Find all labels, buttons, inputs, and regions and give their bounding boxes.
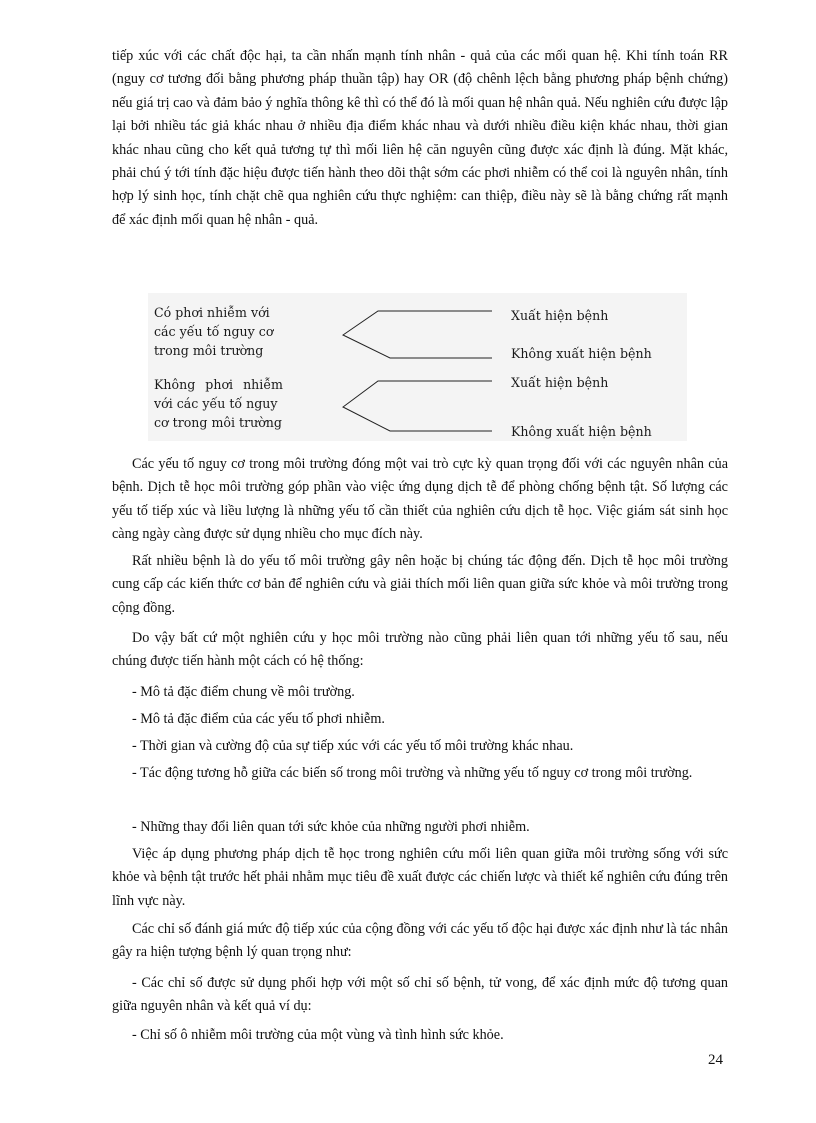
paragraph-application: Việc áp dụng phương pháp dịch tễ học trong nghiên cứu mối liên quan giữa môi trường sống với sức khỏe và bệnh tật trước hết phải nhằm mục tiêu đề xuất được các chiến lược và thiết kế nghiên cứu đúng trên lĩnh vực này. (112, 846, 728, 909)
exposure-outcome-diagram (148, 293, 687, 441)
branch-unexposed (343, 381, 492, 431)
outcome-disease-unexposed: Xuất hiện bệnh (511, 375, 609, 390)
exposed-label-line-2: các yếu tố nguy cơ (154, 324, 274, 339)
bullet-interaction: - Tác động tương hỗ giữa các biến số trong môi trường và những yếu tố nguy cơ trong môi trường. (132, 765, 693, 781)
unexposed-label-line-2: với các yếu tố nguy (154, 396, 278, 411)
bullet-general-environment: - Mô tả đặc điểm chung về môi trường. (132, 684, 355, 700)
outcome-no-disease-exposed: Không xuất hiện bệnh (511, 346, 652, 361)
paragraph-research-factors: Do vậy bất cứ một nghiên cứu y học môi trường nào cũng phải liên quan tới những yếu tố sau, nếu chúng được tiến hành một cách có hệ thống: (112, 630, 728, 670)
bullet-time-intensity: - Thời gian và cường độ của sự tiếp xúc với các yếu tố môi trường khác nhau. (132, 738, 574, 754)
paragraph-environmental-epidemiology: Rất nhiều bệnh là do yếu tố môi trường gây nên hoặc bị chúng tác động đến. Dịch tễ học môi trường cung cấp các kiến thức cơ bản để nghiên cứu và giải thích mối liên quan giữa sức khỏe và môi trường trong cộng đồng. (112, 553, 728, 616)
bullet-pollution-index: - Chỉ số ô nhiễm môi trường của một vùng và tình hình sức khỏe. (132, 1027, 504, 1043)
branch-exposed (343, 311, 492, 358)
page-number: 24 (708, 1052, 723, 1068)
bullet-health-changes: - Những thay đổi liên quan tới sức khỏe của những người phơi nhiễm. (132, 819, 530, 835)
outcome-disease-exposed: Xuất hiện bệnh (511, 308, 609, 323)
intro-paragraph: tiếp xúc với các chất độc hại, ta cần nhấn mạnh tính nhân - quả của các mối quan hệ. Khi tính toán RR (nguy cơ tương đối bằng phương pháp thuần tập) hay OR (độ chênh lệch bằng phương pháp bệnh chứng) nếu giá trị cao và đảm bảo ý nghĩa thông kê thì có thể đó là mối quan hệ nhân quả. Nếu nghiên cứu được lập lại bởi nhiều tác giả khác nhau ở nhiều địa điểm khác nhau và dưới nhiều điều kiện khác nhau, thời gian khác nhau cũng cho kết quả tương tự thì mối liên hệ căn nguyên cũng được xác định là đúng. Mặt khác, phải chú ý tới tính đặc hiệu được tiến hành theo dõi thật sớm các phơi nhiễm có thể coi là nguyên nhân, tính hợp lý sinh học, tính chặt chẽ qua nghiên cứu thực nghiệm: can thiệp, điều này sẽ là bằng chứng rất mạnh để xác định mối quan hệ nhân - quả. (112, 48, 728, 228)
exposed-label-line-3: trong môi trường (154, 343, 264, 358)
bullet-combined-indicators: - Các chỉ số được sử dụng phối hợp với một số chỉ số bệnh, tử vong, để xác định mức độ tương quan giữa nguyên nhân và kết quả ví dụ: (112, 975, 728, 1015)
bullet-exposure-factors: - Mô tả đặc điểm của các yếu tố phơi nhiễm. (132, 711, 385, 727)
paragraph-risk-factors: Các yếu tố nguy cơ trong môi trường đóng một vai trò cực kỳ quan trọng đối với các nguyên nhân của bệnh. Dịch tễ học môi trường góp phần vào việc ứng dụng dịch tễ để phòng chống bệnh tật. Số lượng các yếu tố tiếp xúc và liều lượng là những yếu tố cần thiết của nghiên cứu dịch tễ học. Việc giám sát sinh học càng ngày càng được sử dụng nhiều cho mục đích này. (112, 456, 728, 543)
exposed-label-line-1: Có phơi nhiễm với (154, 305, 270, 320)
unexposed-label-line-3: cơ trong môi trường (154, 415, 282, 430)
paragraph-indicators: Các chỉ số đánh giá mức độ tiếp xúc của cộng đồng với các yếu tố độc hại được xác định như là tác nhân gây ra hiện tượng bệnh lý quan trọng như: (112, 921, 728, 961)
unexposed-label-line-1: Không phơi nhiễm (154, 377, 284, 392)
outcome-no-disease-unexposed: Không xuất hiện bệnh (511, 424, 652, 439)
